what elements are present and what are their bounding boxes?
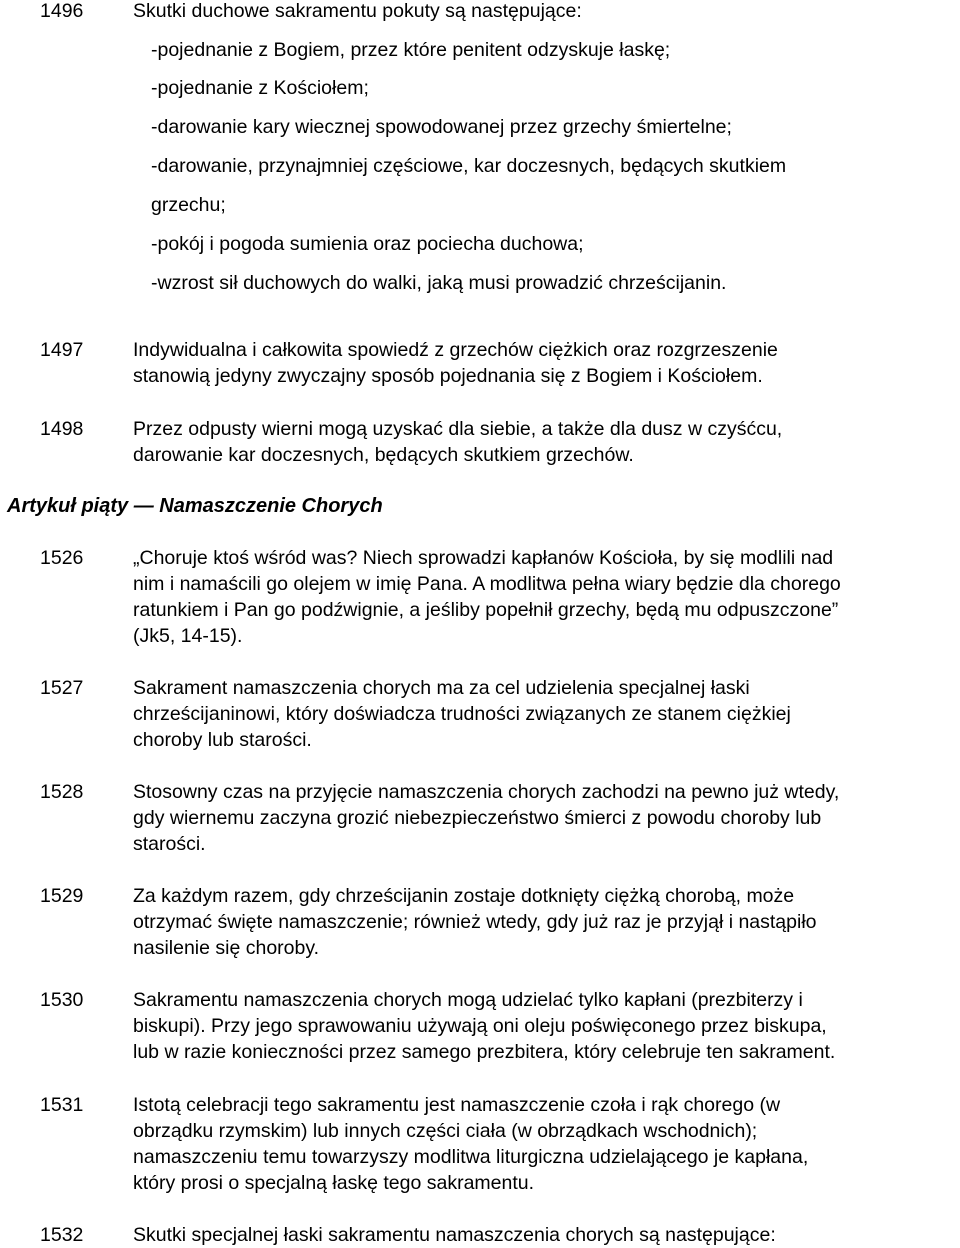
paragraph-line: choroby lub starości. [133, 729, 312, 751]
section-heading: Artykuł piąty — Namaszczenie Chorych [7, 495, 383, 517]
paragraph-number: 1496 [40, 0, 84, 22]
paragraph-line: nim i namaścili go olejem w imię Pana. A modlitwa pełna wiary będzie dla chorego [133, 573, 841, 595]
paragraph-line: który prosi o specjalną łaskę tego sakramentu. [133, 1172, 535, 1194]
paragraph-line: otrzymać święte namaszczenie; również wtedy, gdy już raz je przyjął i nastąpiło [133, 911, 817, 933]
paragraph-line: Za każdym razem, gdy chrześcijanin zostaje dotknięty ciężką chorobą, może [133, 885, 795, 907]
list-item: -pojednanie z Bogiem, przez które penitent odzyskuje łaskę; [151, 39, 671, 61]
list-item: -wzrost sił duchowych do walki, jaką musi prowadzić chrześcijanin. [151, 272, 727, 294]
paragraph-number: 1531 [40, 1094, 84, 1116]
paragraph-line: Skutki specjalnej łaski sakramentu namaszczenia chorych są następujące: [133, 1224, 776, 1246]
paragraph-number: 1529 [40, 885, 84, 907]
list-item: -darowanie kary wiecznej spowodowanej przez grzechy śmiertelne; [151, 116, 732, 138]
paragraph-number: 1532 [40, 1224, 84, 1246]
paragraph-number: 1526 [40, 547, 84, 569]
paragraph-line: gdy wiernemu zaczyna grozić niebezpieczeństwo śmierci z powodu choroby lub [133, 807, 822, 829]
paragraph-line: Indywidualna i całkowita spowiedź z grzechów ciężkich oraz rozgrzeszenie [133, 339, 778, 361]
paragraph-line: (Jk5, 14-15). [133, 625, 243, 647]
paragraph-line: obrządku rzymskim) lub innych części ciała (w obrządkach wschodnich); [133, 1120, 758, 1142]
paragraph-number: 1527 [40, 677, 84, 699]
paragraph-line: darowanie kar doczesnych, będących skutkiem grzechów. [133, 444, 634, 466]
paragraph-line: „Choruje ktoś wśród was? Niech sprowadzi kapłanów Kościoła, by się modlili nad [133, 547, 834, 569]
paragraph-line: ratunkiem i Pan go podźwignie, a jeśliby popełnił grzechy, będą mu odpuszczone” [133, 599, 839, 621]
paragraph-line: Przez odpusty wierni mogą uzyskać dla siebie, a także dla dusz w czyśćcu, [133, 418, 783, 440]
paragraph-line: lub w razie konieczności przez samego prezbitera, który celebruje ten sakrament. [133, 1041, 836, 1063]
paragraph-line: nasilenie się choroby. [133, 937, 320, 959]
list-item: -pokój i pogoda sumienia oraz pociecha duchowa; [151, 233, 584, 255]
paragraph-line: Skutki duchowe sakramentu pokuty są następujące: [133, 0, 582, 22]
paragraph-line: Stosowny czas na przyjęcie namaszczenia chorych zachodzi na pewno już wtedy, [133, 781, 840, 803]
paragraph-line: biskupi). Przy jego sprawowaniu używają oni oleju poświęconego przez biskupa, [133, 1015, 827, 1037]
paragraph-line: namaszczeniu temu towarzyszy modlitwa liturgiczna udzielającego je kapłana, [133, 1146, 809, 1168]
paragraph-number: 1528 [40, 781, 84, 803]
list-item: grzechu; [151, 194, 226, 216]
list-item: -darowanie, przynajmniej częściowe, kar doczesnych, będących skutkiem [151, 155, 787, 177]
paragraph-number: 1498 [40, 418, 84, 440]
paragraph-line: starości. [133, 833, 206, 855]
paragraph-number: 1530 [40, 989, 84, 1011]
paragraph-line: Sakramentu namaszczenia chorych mogą udzielać tylko kapłani (prezbiterzy i [133, 989, 803, 1011]
paragraph-line: chrześcijaninowi, który doświadcza trudności związanych ze stanem ciężkiej [133, 703, 791, 725]
paragraph-line: Sakrament namaszczenia chorych ma za cel udzielenia specjalnej łaski [133, 677, 750, 699]
list-item: -pojednanie z Kościołem; [151, 77, 369, 99]
paragraph-line: stanowią jedyny zwyczajny sposób pojednania się z Bogiem i Kościołem. [133, 365, 763, 387]
paragraph-number: 1497 [40, 339, 84, 361]
paragraph-line: Istotą celebracji tego sakramentu jest namaszczenie czoła i rąk chorego (w [133, 1094, 781, 1116]
